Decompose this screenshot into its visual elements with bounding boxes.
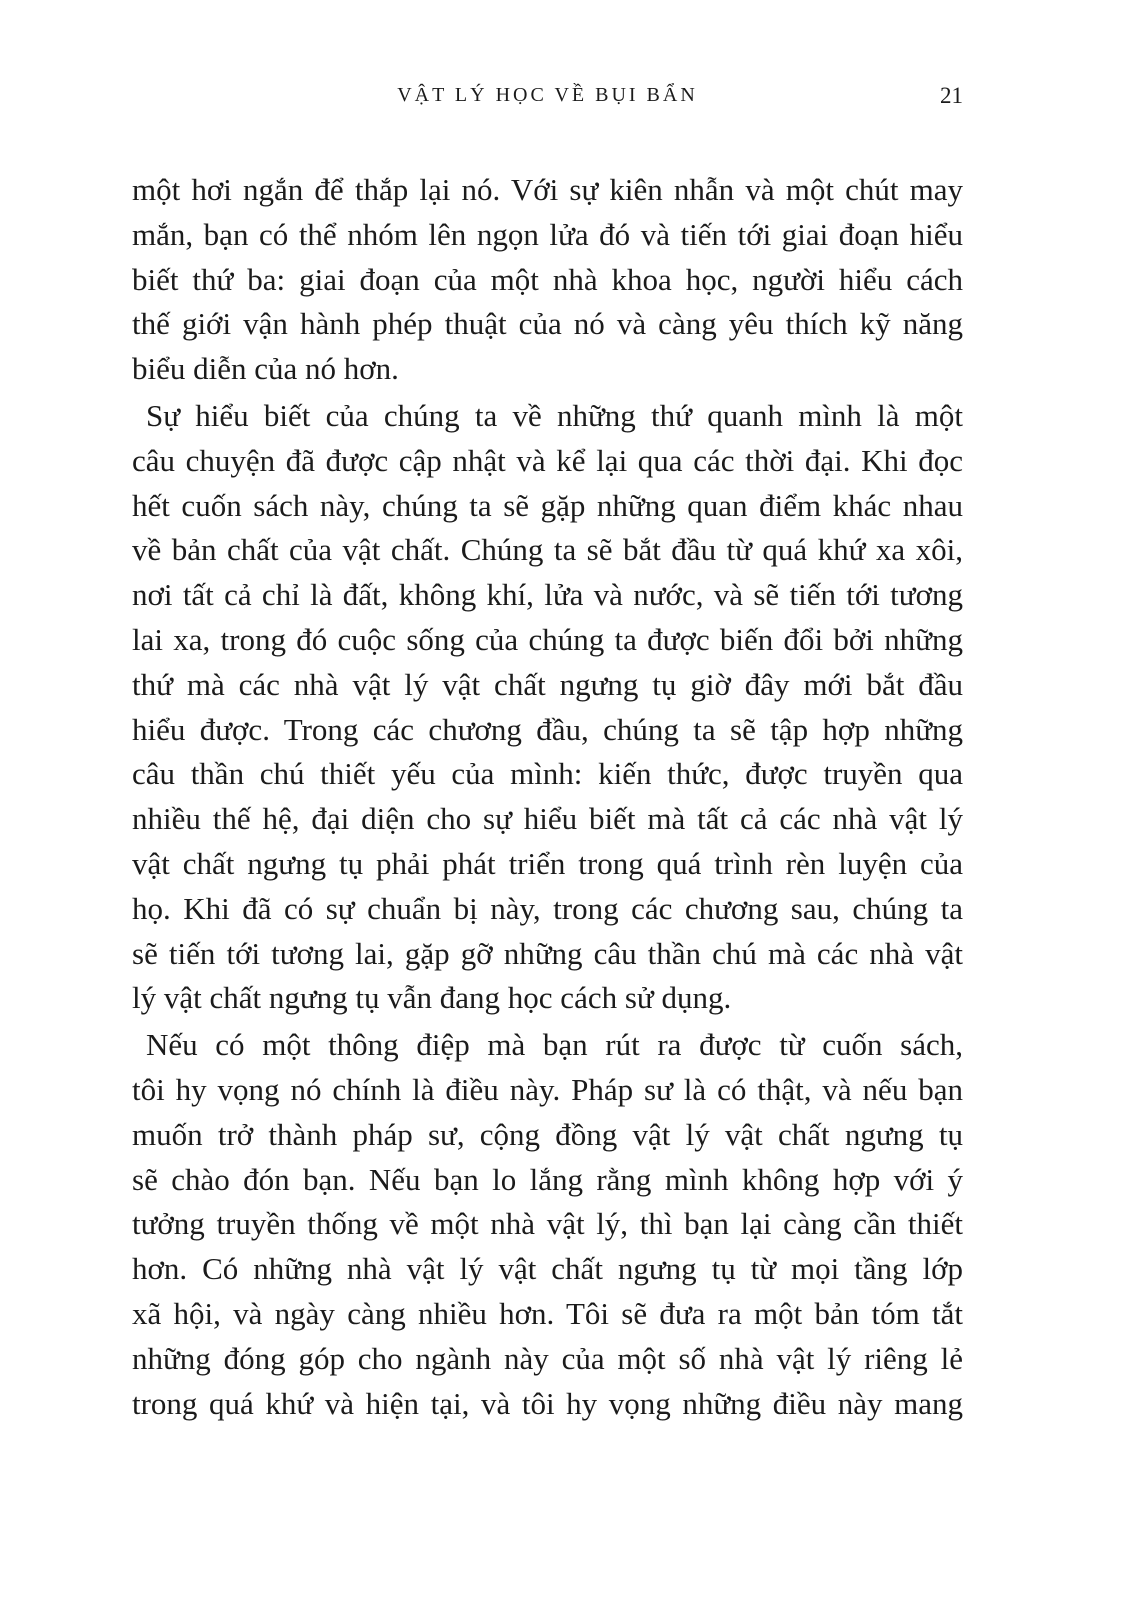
- text-line: lý vật chất ngưng tụ vẫn đang học cách sử dụng.: [132, 980, 732, 1016]
- text-line: Nếu có một thông điệp mà bạn rút ra được từ cuốn sách,: [146, 1027, 963, 1063]
- text-line: trong quá khứ và hiện tại, và tôi hy vọng những điều này mang: [132, 1385, 963, 1421]
- body-text: [132, 168, 963, 1426]
- text-line: sẽ tiến tới tương lai, gặp gỡ những câu thần chú mà các nhà vật: [132, 935, 963, 971]
- paragraph: [132, 168, 963, 392]
- text-line: về bản chất của vật chất. Chúng ta sẽ bắt đầu từ quá khứ xa xôi,: [132, 532, 963, 568]
- text-line: thứ mà các nhà vật lý vật chất ngưng tụ giờ đây mới bắt đầu: [132, 666, 963, 702]
- page-number: 21: [940, 83, 963, 108]
- text-line: mắn, bạn có thể nhóm lên ngọn lửa đó và tiến tới giai đoạn hiểu: [132, 216, 963, 252]
- text-line: câu chuyện đã được cập nhật và kể lại qua các thời đại. Khi đọc: [132, 442, 963, 478]
- text-line: hơn. Có những nhà vật lý vật chất ngưng tụ từ mọi tầng lớp: [132, 1251, 963, 1287]
- text-line: nơi tất cả chỉ là đất, không khí, lửa và nước, và sẽ tiến tới tương: [132, 577, 963, 613]
- text-line: hiểu được. Trong các chương đầu, chúng ta sẽ tập hợp những: [132, 711, 963, 747]
- text-line: muốn trở thành pháp sư, cộng đồng vật lý vật chất ngưng tụ: [132, 1116, 963, 1152]
- text-line: Sự hiểu biết của chúng ta về những thứ quanh mình là một: [146, 397, 963, 433]
- text-line: một hơi ngắn để thắp lại nó. Với sự kiên nhẫn và một chút may: [132, 172, 963, 207]
- text-line: những đóng góp cho ngành này của một số nhà vật lý riêng lẻ: [132, 1340, 963, 1376]
- paragraph: [132, 1023, 963, 1426]
- text-line: nhiều thế hệ, đại diện cho sự hiểu biết mà tất cả các nhà vật lý: [132, 801, 963, 837]
- paragraph: [132, 394, 963, 1021]
- text-line: biết thứ ba: giai đoạn của một nhà khoa học, người hiểu cách: [132, 261, 963, 297]
- text-line: sẽ chào đón bạn. Nếu bạn lo lắng rằng mình không hợp với ý: [132, 1161, 963, 1197]
- text-line: biểu diễn của nó hơn.: [132, 351, 399, 387]
- text-line: câu thần chú thiết yếu của mình: kiến thức, được truyền qua: [132, 756, 963, 792]
- text-line: tôi hy vọng nó chính là điều này. Pháp sư là có thật, và nếu bạn: [132, 1071, 963, 1107]
- text-line: lai xa, trong đó cuộc sống của chúng ta được biến đổi bởi những: [132, 621, 963, 657]
- text-line: vật chất ngưng tụ phải phát triển trong quá trình rèn luyện của: [132, 845, 963, 881]
- text-line: xã hội, và ngày càng nhiều hơn. Tôi sẽ đưa ra một bản tóm tắt: [132, 1295, 963, 1331]
- text-line: họ. Khi đã có sự chuẩn bị này, trong các chương sau, chúng ta: [132, 890, 963, 926]
- running-header-title: VẬT LÝ HỌC VỀ BỤI BẨN: [397, 84, 698, 106]
- text-line: thế giới vận hành phép thuật của nó và càng yêu thích kỹ năng: [132, 306, 963, 342]
- text-line: hết cuốn sách này, chúng ta sẽ gặp những quan điểm khác nhau: [132, 487, 963, 523]
- text-line: tưởng truyền thống về một nhà vật lý, thì bạn lại càng cần thiết: [132, 1206, 963, 1242]
